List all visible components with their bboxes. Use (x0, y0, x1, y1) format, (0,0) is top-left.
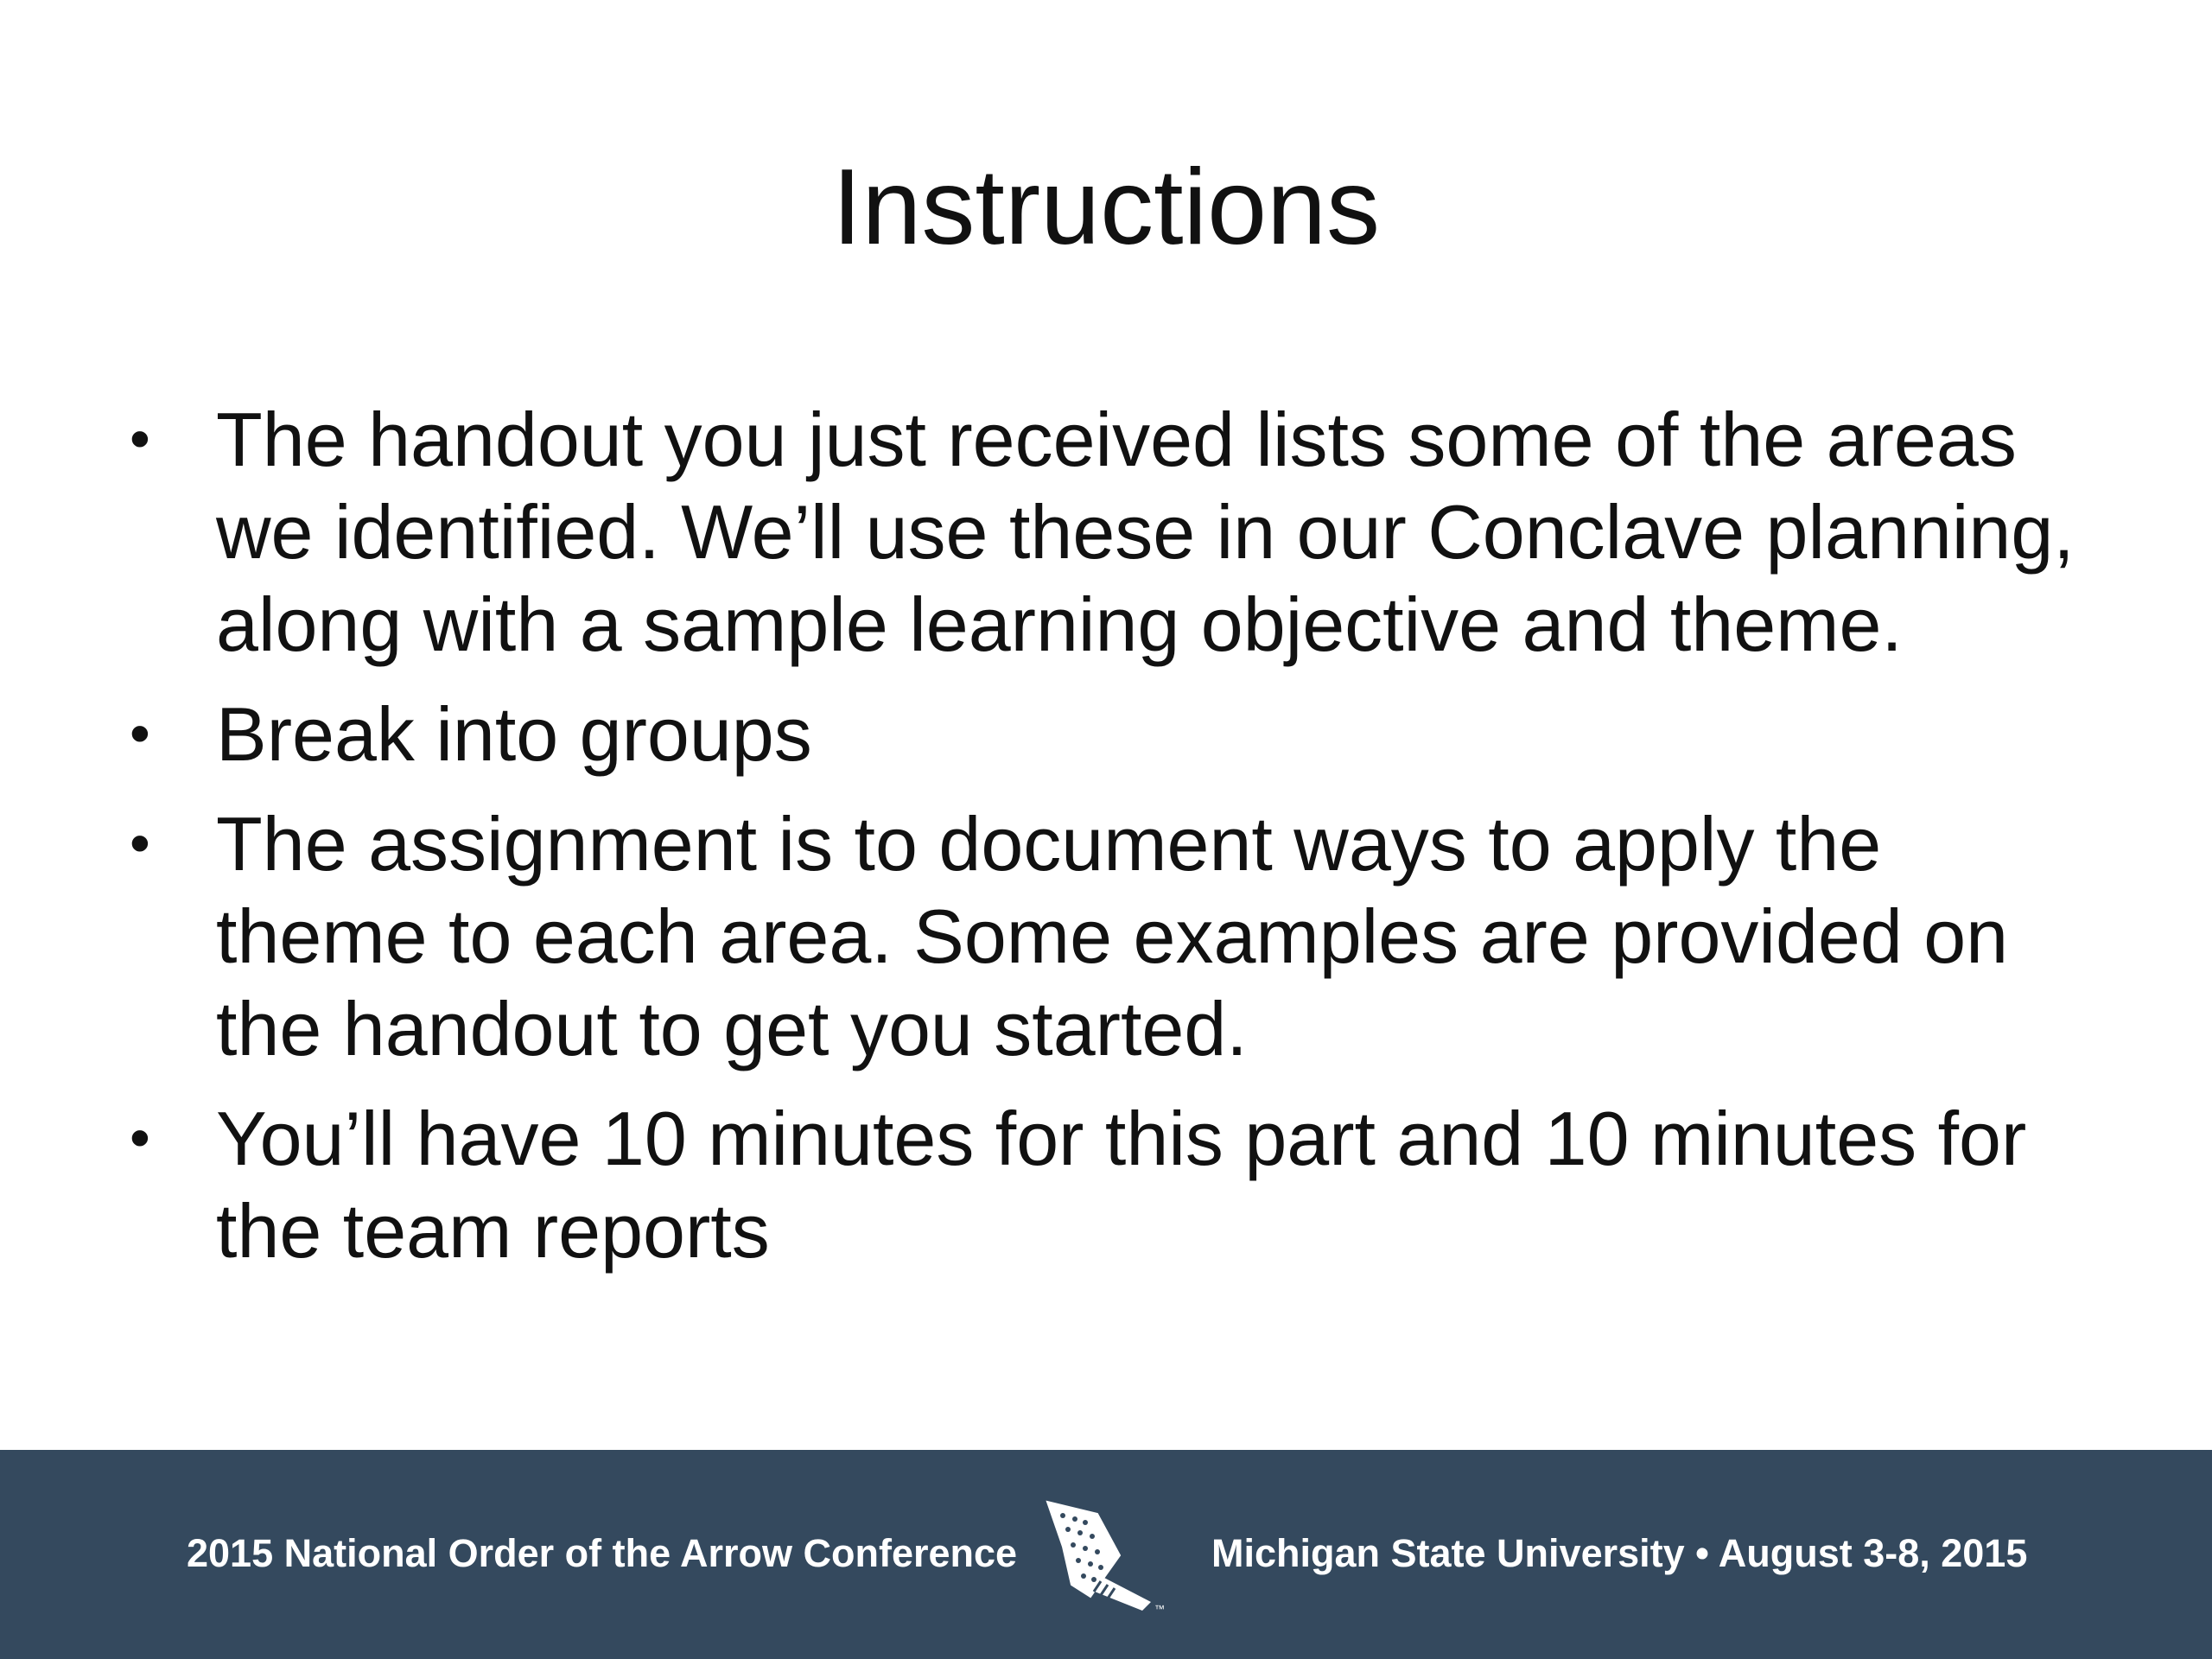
bullet-text: Break into groups (216, 691, 812, 777)
slide-title: Instructions (831, 148, 1381, 267)
bullet-text: The assignment is to document ways to apply the theme to each area. Some examples are provided on the handout to get you started. (216, 801, 2009, 1071)
arrowhead-logo-icon (1037, 1495, 1175, 1616)
bullet-text: You’ll have 10 minutes for this part and 10 minutes for the team reports (216, 1096, 2027, 1274)
bullet-item (130, 1092, 2100, 1277)
bullet-item (130, 688, 2100, 780)
bullet-marker: • (130, 701, 150, 766)
footer-bar (0, 1450, 2212, 1659)
bullet-list (130, 393, 2100, 1294)
bullet-item (130, 798, 2100, 1075)
footer-venue-dates: Michigan State University • August 3-8, 2015 (1211, 1531, 2028, 1575)
bullet-marker: • (130, 810, 150, 876)
bullet-marker: • (130, 1105, 150, 1171)
footer-conference-name: 2015 National Order of the Arrow Conference (187, 1531, 1018, 1575)
svg-text:™: ™ (1154, 1603, 1165, 1615)
bullet-item (130, 393, 2100, 671)
bullet-marker: • (130, 406, 150, 472)
bullet-text: The handout you just received lists some of the areas we identified. We’ll use these in our Conclave planning, along with a sample learning objective and theme. (216, 397, 2075, 667)
